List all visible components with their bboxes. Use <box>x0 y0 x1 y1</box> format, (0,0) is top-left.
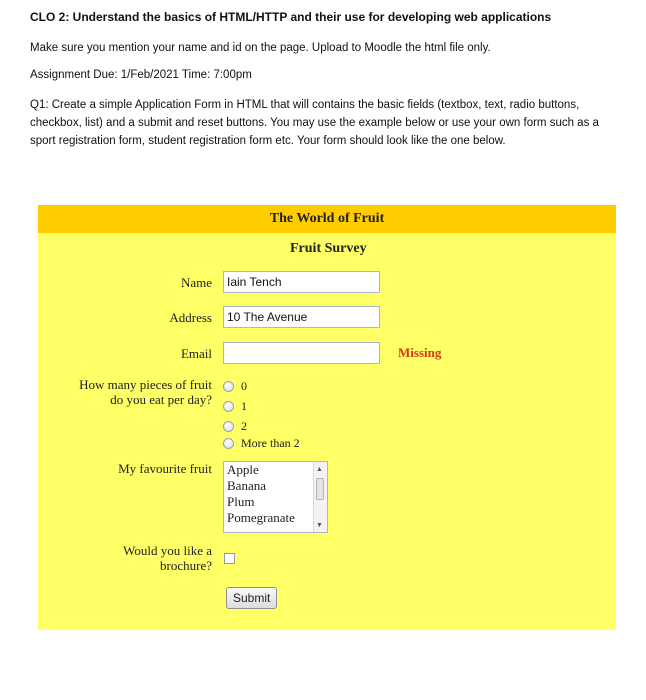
favourite-fruit-label: My favourite fruit <box>118 461 212 476</box>
list-option[interactable]: Plum <box>227 494 255 509</box>
due-date-line: Assignment Due: 1/Feb/2021 Time: 7:00pm <box>30 69 252 81</box>
name-label: Name <box>180 275 212 290</box>
list-option[interactable]: Pomegranate <box>227 510 295 525</box>
radio-button[interactable] <box>223 438 234 449</box>
radio-button[interactable] <box>223 421 234 432</box>
scroll-up-icon[interactable]: ▲ <box>316 465 323 473</box>
radio-button[interactable] <box>223 401 234 412</box>
email-input[interactable] <box>223 342 380 364</box>
assignment-heading: CLO 2: Understand the basics of HTML/HTTP and their use for developing web applications <box>30 10 552 24</box>
list-option[interactable]: Apple <box>227 462 259 477</box>
form-subtitle: Fruit Survey <box>290 241 367 256</box>
question-paragraph: Q1: Create a simple Application Form in HTML that will contains the basic fields (textbox, text, radio buttons, checkbox, list) and a submit and reset buttons. You may use the example below or use your own form such as a sport registration form, student registration form etc. Your form should look like the one below. <box>30 99 599 147</box>
form-title: The World of Fruit <box>38 205 616 233</box>
submit-button[interactable]: Submit <box>226 587 277 609</box>
radio-label: 0 <box>241 378 247 393</box>
address-label: Address <box>169 310 212 325</box>
fruit-listbox[interactable] <box>223 461 328 533</box>
address-input[interactable]: 10 The Avenue <box>223 306 380 328</box>
brochure-label-line2: brochure? <box>160 558 212 573</box>
radio-label: 1 <box>241 398 247 413</box>
brochure-label-line1: Would you like a <box>123 543 212 558</box>
radio-label: 2 <box>241 418 247 433</box>
brochure-checkbox[interactable] <box>224 553 235 564</box>
pieces-label-line1: How many pieces of fruit <box>79 377 212 392</box>
radio-option-1[interactable] <box>223 398 247 414</box>
scroll-thumb[interactable] <box>316 478 324 500</box>
instruction-line: Make sure you mention your name and id on the page. Upload to Moodle the html file only. <box>30 42 491 54</box>
fruit-survey-form <box>38 205 616 630</box>
pieces-label-line2: do you eat per day? <box>110 392 212 407</box>
radio-option-more-than-2[interactable] <box>223 435 300 451</box>
radio-option-2[interactable] <box>223 418 247 434</box>
email-label: Email <box>180 346 212 361</box>
radio-option-0[interactable] <box>223 378 247 394</box>
name-input[interactable]: Iain Tench <box>223 271 380 293</box>
email-error: Missing <box>398 345 442 360</box>
list-option[interactable]: Banana <box>227 478 266 493</box>
listbox-scrollbar[interactable] <box>313 462 327 532</box>
radio-button[interactable] <box>223 381 234 392</box>
scroll-down-icon[interactable]: ▼ <box>316 521 323 529</box>
radio-label: More than 2 <box>241 435 300 450</box>
